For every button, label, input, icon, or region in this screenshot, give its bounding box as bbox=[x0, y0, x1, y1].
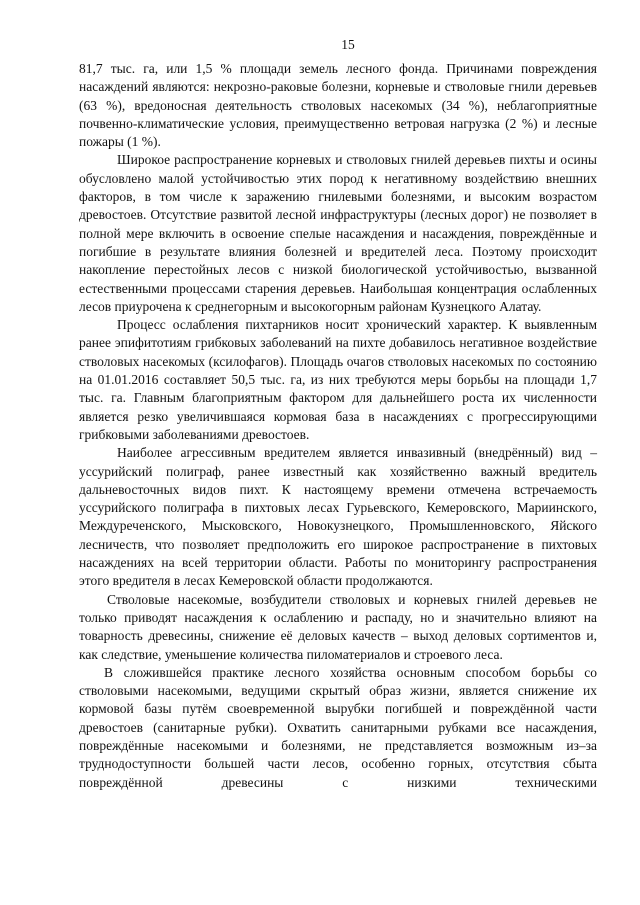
paragraph-forest-damage-causes: 81,7 тыс. га, или 1,5 % площади земель лесного фонда. Причинами повреждения насаждений являются: некрозно-раковые болезни, корневые и стволовые гнили деревьев (63 %), вредоносная деятельность стволовых насекомых (34 %), неблагоприятные почвенно-климатические условия, преимущественно ветровая нагрузка (2 %) и лесные пожары (1 %). bbox=[79, 61, 597, 150]
paragraph-rot-distribution: Широкое распространение корневых и стволовых гнилей деревьев пихты и осины обусловлено малой устойчивостью этих пород к негативному воздействию внешних факторов, в том числе к заражению гнилевыми болезнями, и высоким возрастом древостоев. Отсутствие развитой лесной инфраструктуры (лесных дорог) не позволяет в полной мере включить в освоение спелые насаждения и насаждения, повреждённые и погибшие в результате влияния болезней и вредителей леса. Поэтому происходит накопление перестойных лесов с низкой биологической устойчивостью, вызванной естественными процессами старения деревьев. Наибольшая концентрация ослабленных лесов приурочена к среднегорным и высокогорным районам Кузнецкого Алатау. bbox=[79, 152, 597, 314]
paragraph-ussuri-polygraph: Наиболее агрессивным вредителем является инвазивный (внедрённый) вид – уссурийский полиграф, ранее известный как хозяйственно важный вредитель дальневосточных видов пихт. К настоящему времени отмечена встречаемость уссурийского полиграфа в пихтовых лесах Гурьевского, Кемеровского, Мариинского, Междуреченского, Мысковского, Новокузнецкого, Промышленновского, Яйского лесничеств, что позволяет предположить его широкое распространение в пихтовых насаждениях на всей территории области. Работы по мониторингу распространения этого вредителя в лесах Кемеровской области продолжаются. bbox=[79, 445, 597, 589]
page-number: 15 bbox=[341, 37, 355, 52]
paragraph-timber-quality: Стволовые насекомые, возбудители стволовых и корневых гнилей деревьев не только приводят насаждения к ослаблению и распаду, но и значительно влияют на товарность древесины, снижение её деловых качеств – выход деловых сортиментов и, как следствие, уменьшение количества пиломатериалов и строевого леса. bbox=[79, 591, 597, 662]
paragraph-fir-weakening: Процесс ослабления пихтарников носит хронический характер. К выявленным ранее эпифитотиям грибковых заболеваний на пихте добавилось негативное воздействие стволовых насекомых (ксилофагов). Площадь очагов стволовых насекомых по состоянию на 01.01.2016 составляет 50,5 тыс. га, из них требуются меры борьбы на площади 1,7 тыс. га. Главным благоприятным фактором для дальнейшего роста их численности является резко увеличившаяся кормовая база в насаждениях с прогрессирующими грибковыми заболеваниями древостоев. bbox=[79, 317, 597, 442]
paragraph-sanitary-felling: В сложившейся практике лесного хозяйства основным способом борьбы со стволовыми насекомыми, ведущими скрытый образ жизни, является снижение их кормовой базы путём своевременной вырубки погибшей и повреждённой части древостоев (санитарные рубки). Охватить санитарными рубками все насаждения, повреждённые насекомыми и болезнями, не представляется возможным из–за труднодоступности большей части лесов, особенно горных, отсутствия сбыта повреждённой древесины с низкими техническими bbox=[79, 664, 597, 790]
